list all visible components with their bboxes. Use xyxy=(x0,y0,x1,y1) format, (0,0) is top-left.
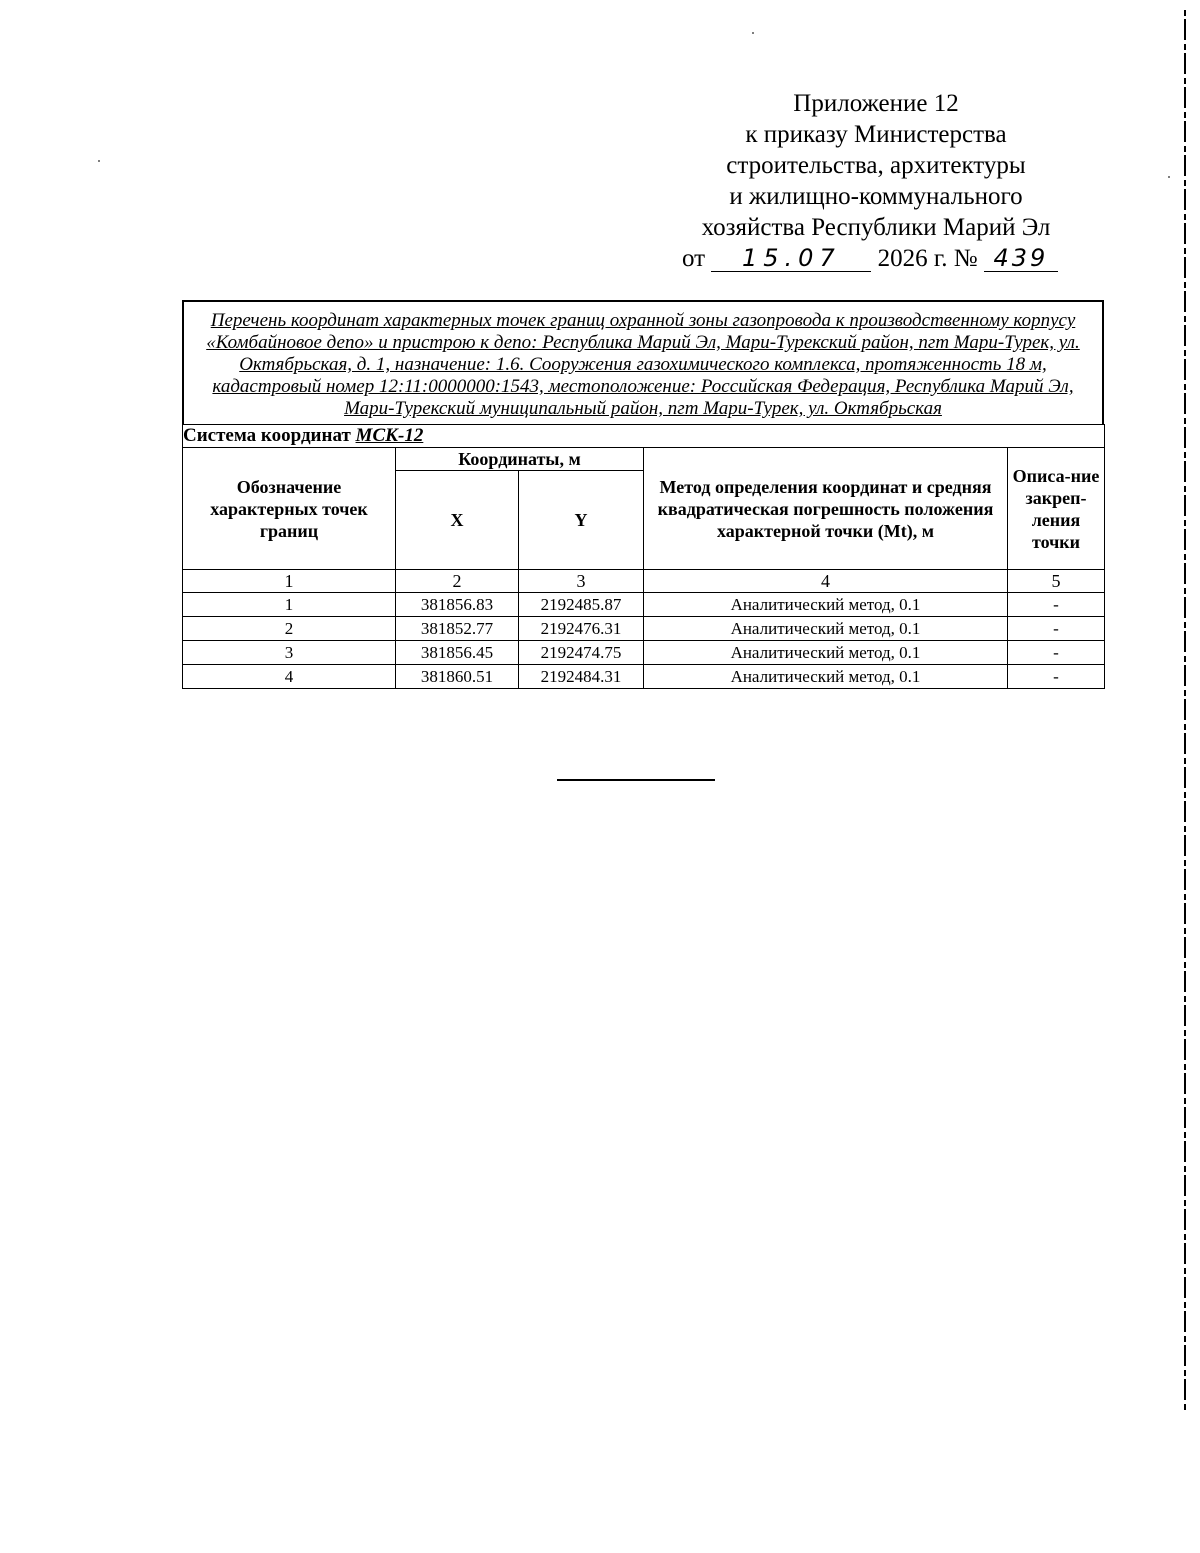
coord-system-label: Система координат xyxy=(183,425,351,446)
cell-method: Аналитический метод, 0.1 xyxy=(644,617,1008,641)
cell-fixing: - xyxy=(1008,665,1105,689)
col-y-header: Y xyxy=(519,471,644,570)
cell-x: 381856.45 xyxy=(396,641,519,665)
cell-point: 2 xyxy=(183,617,396,641)
handwritten-date: 15.07 xyxy=(711,245,871,272)
column-numbers-row xyxy=(183,570,1105,593)
date-prefix: от xyxy=(682,245,706,272)
table-row xyxy=(183,641,1105,665)
table-row xyxy=(183,593,1105,617)
cell-x: 381852.77 xyxy=(396,617,519,641)
closing-divider xyxy=(557,779,715,781)
header-line: хозяйства Республики Марий Эл xyxy=(701,214,1051,241)
cell-x: 381856.83 xyxy=(396,593,519,617)
cell-method: Аналитический метод, 0.1 xyxy=(644,665,1008,689)
col-point-header: Обозначение характерных точек границ xyxy=(183,448,396,570)
coord-system-row xyxy=(183,425,1105,448)
cell-method: Аналитический метод, 0.1 xyxy=(644,593,1008,617)
col-fixing-header: Описа-ние закреп-ления точки xyxy=(1008,448,1105,570)
header-line: строительства, архитектуры xyxy=(726,152,1026,179)
cell-x: 381860.51 xyxy=(396,665,519,689)
table-title: Перечень координат характерных точек границ охранной зоны газопровода к производственному корпусу «Комбайновое депо» и пристрою к депо: Республика Марий Эл, Мари-Турекский район, пгт Мари-Турек, ул. Октябрьская, д. 1, назначение: 1.6. Сооружения газохимического комплекса, протяженность 18 м, кадастровый номер 12:11:0000000:1543, местоположение: Российская Федерация, Республика Марий Эл, Мари-Турекский муниципальный район, пгт Мари-Турек, ул. Октябрьская xyxy=(182,300,1104,424)
header-line: и жилищно-коммунального xyxy=(729,183,1023,210)
header-row xyxy=(183,448,1105,471)
cell-method: Аналитический метод, 0.1 xyxy=(644,641,1008,665)
cell-fixing: - xyxy=(1008,593,1105,617)
coordinates-table-block xyxy=(182,300,1104,689)
col-coords-header: Координаты, м xyxy=(396,448,644,471)
coord-system-name: МСК-12 xyxy=(355,425,424,446)
col-method-header: Метод определения координат и средняя квадратическая погрешность положения характерной точки (Mt), м xyxy=(644,448,1008,570)
cell-y: 2192484.31 xyxy=(519,665,644,689)
cell-fixing: - xyxy=(1008,641,1105,665)
table-row xyxy=(183,665,1105,689)
scan-speck xyxy=(98,160,100,162)
cell-y: 2192476.31 xyxy=(519,617,644,641)
order-date-line xyxy=(676,243,1076,274)
cell-point: 1 xyxy=(183,593,396,617)
appendix-header xyxy=(676,88,1076,274)
header-line: Приложение 12 xyxy=(793,90,959,117)
column-number: 2 xyxy=(396,570,519,593)
scan-speck xyxy=(1168,176,1170,178)
col-x-header: X xyxy=(396,471,519,570)
column-number: 3 xyxy=(519,570,644,593)
column-number: 4 xyxy=(644,570,1008,593)
coordinates-table xyxy=(182,424,1105,689)
cell-point: 3 xyxy=(183,641,396,665)
cell-point: 4 xyxy=(183,665,396,689)
column-number: 1 xyxy=(183,570,396,593)
scan-edge-line xyxy=(1184,10,1186,1410)
header-line: к приказу Министерства xyxy=(745,121,1007,148)
cell-fixing: - xyxy=(1008,617,1105,641)
cell-y: 2192474.75 xyxy=(519,641,644,665)
handwritten-order-number: 439 xyxy=(984,245,1058,272)
column-number: 5 xyxy=(1008,570,1105,593)
table-row xyxy=(183,617,1105,641)
cell-y: 2192485.87 xyxy=(519,593,644,617)
year-text: 2026 г. № xyxy=(877,245,978,272)
scan-speck xyxy=(752,32,754,34)
